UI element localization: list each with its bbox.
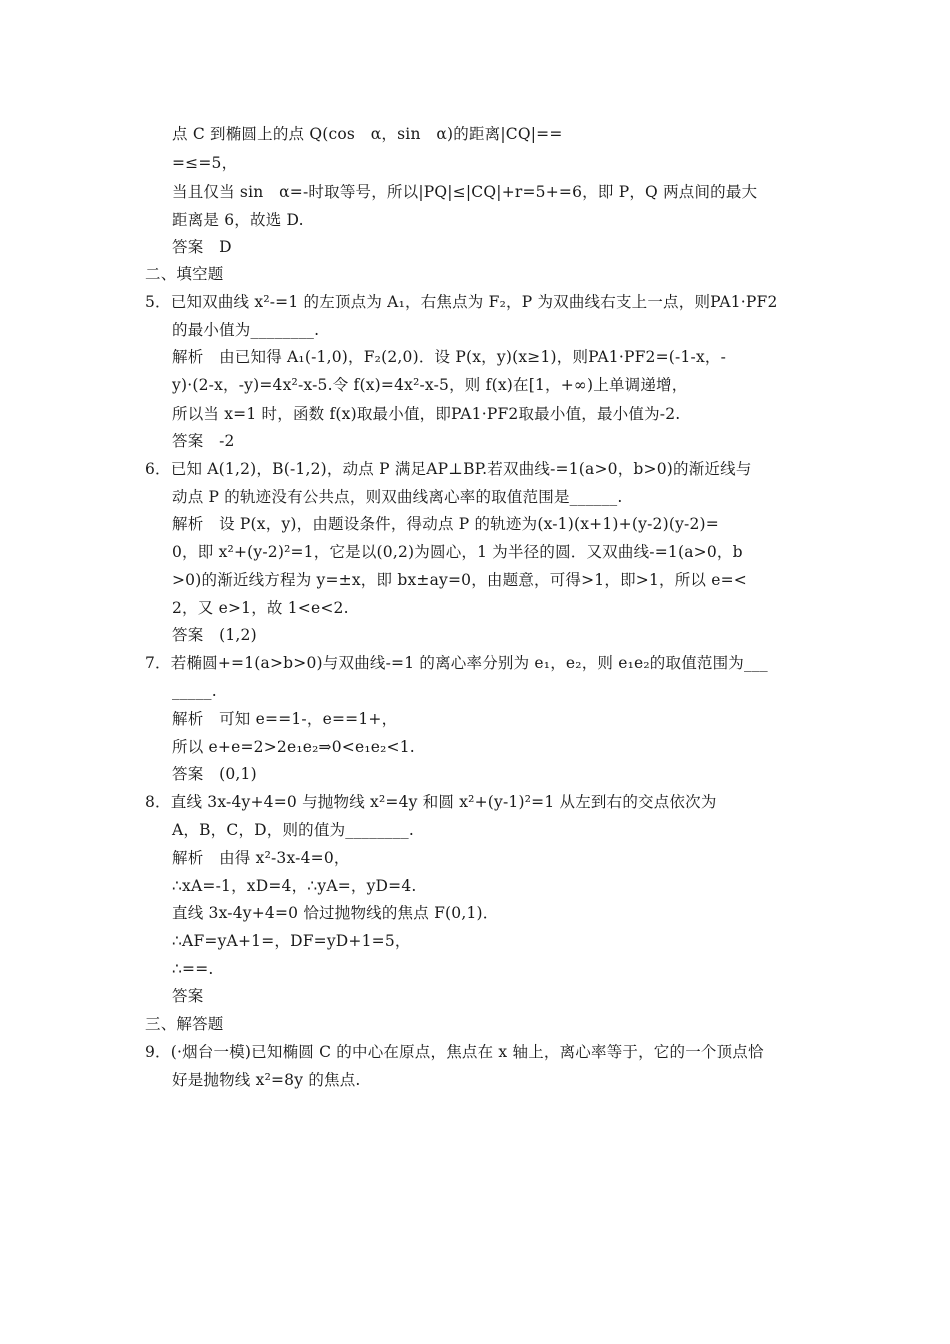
text-line: ∴xA=-1，xD=4，∴yA=，yD=4. [172, 877, 417, 895]
text-line: 当且仅当 sin α=-时取等号，所以|PQ|≤|CQ|+r=5+=6，即 P，Q 两点间的最大 [172, 183, 758, 201]
text-line: 距离是 6，故选 D. [172, 211, 304, 229]
text-line: 2，又 e>1，故 1<e<2. [172, 599, 349, 617]
answer-line: 答案 (0,1) [172, 765, 257, 783]
text-line: 0，即 x²+(y-2)²=1，它是以(0,2)为圆心，1 为半径的圆．又双曲线-=1(a>0，b [172, 543, 743, 561]
text-line: ∴AF=yA+1=，DF=yD+1=5， [172, 932, 411, 950]
text-line: =≤=5， [172, 154, 238, 172]
text-line: 解析 设 P(x，y)，由题设条件，得动点 P 的轨迹为(x-1)(x+1)+(y-2)(y-2)= [172, 515, 719, 533]
text-line: 解析 可知 e==1-，e==1+， [172, 710, 398, 728]
answer-line: 答案 -2 [172, 432, 235, 450]
text-line: _____. [172, 682, 217, 700]
text-line: ∴==. [172, 960, 214, 978]
text-line: 解析 由已知得 A₁(-1,0)，F₂(2,0)．设 P(x，y)(x≥1)，则PA1·PF2=(-1-x，- [172, 348, 727, 366]
question-line: 9．(·烟台一模)已知椭圆 C 的中心在原点，焦点在 x 轴上，离心率等于，它的一个顶点恰 [145, 1043, 764, 1061]
text-line: 所以 e+e=2>2e₁e₂⇒0<e₁e₂<1. [172, 738, 415, 756]
section-heading: 二、填空题 [145, 265, 224, 283]
text-line: A，B，C，D，则的值为________. [172, 821, 414, 839]
text-line: y)·(2-x，-y)=4x²-x-5.令 f(x)=4x²-x-5，则 f(x)在[1，+∞)上单调递增， [172, 376, 688, 394]
text-line: 动点 P 的轨迹没有公共点，则双曲线离心率的取值范围是______. [172, 488, 623, 506]
question-line: 6．已知 A(1,2)，B(-1,2)，动点 P 满足AP⊥BP.若双曲线-=1(a>0，b>0)的渐近线与 [145, 460, 752, 478]
text-line: 直线 3x-4y+4=0 恰过抛物线的焦点 F(0,1)． [172, 904, 499, 922]
section-heading: 三、解答题 [145, 1015, 224, 1033]
text-line: >0)的渐近线方程为 y=±x，即 bx±ay=0，由题意，可得>1，即>1，所以 e=< [172, 571, 747, 589]
answer-line: 答案 D [172, 238, 232, 256]
text-line: 点 C 到椭圆上的点 Q(cos α，sin α)的距离|CQ|== [172, 125, 563, 143]
question-line: 8．直线 3x-4y+4=0 与抛物线 x²=4y 和圆 x²+(y-1)²=1 从左到右的交点依次为 [145, 793, 717, 811]
question-line: 5．已知双曲线 x²-=1 的左顶点为 A₁，右焦点为 F₂，P 为双曲线右支上一点，则PA1·PF2 [145, 293, 778, 311]
text-line: 所以当 x=1 时，函数 f(x)取最小值，即PA1·PF2取最小值，最小值为-2. [172, 405, 681, 423]
text-line: 解析 由得 x²-3x-4=0， [172, 849, 350, 867]
text-line: 好是抛物线 x²=8y 的焦点. [172, 1071, 361, 1089]
answer-line: 答案 (1,2) [172, 626, 257, 644]
answer-line: 答案 [172, 987, 204, 1005]
question-line: 7．若椭圆+=1(a>b>0)与双曲线-=1 的离心率分别为 e₁，e₂，则 e₁e₂的取值范围为___ [145, 654, 768, 672]
text-line: 的最小值为________. [172, 321, 320, 339]
